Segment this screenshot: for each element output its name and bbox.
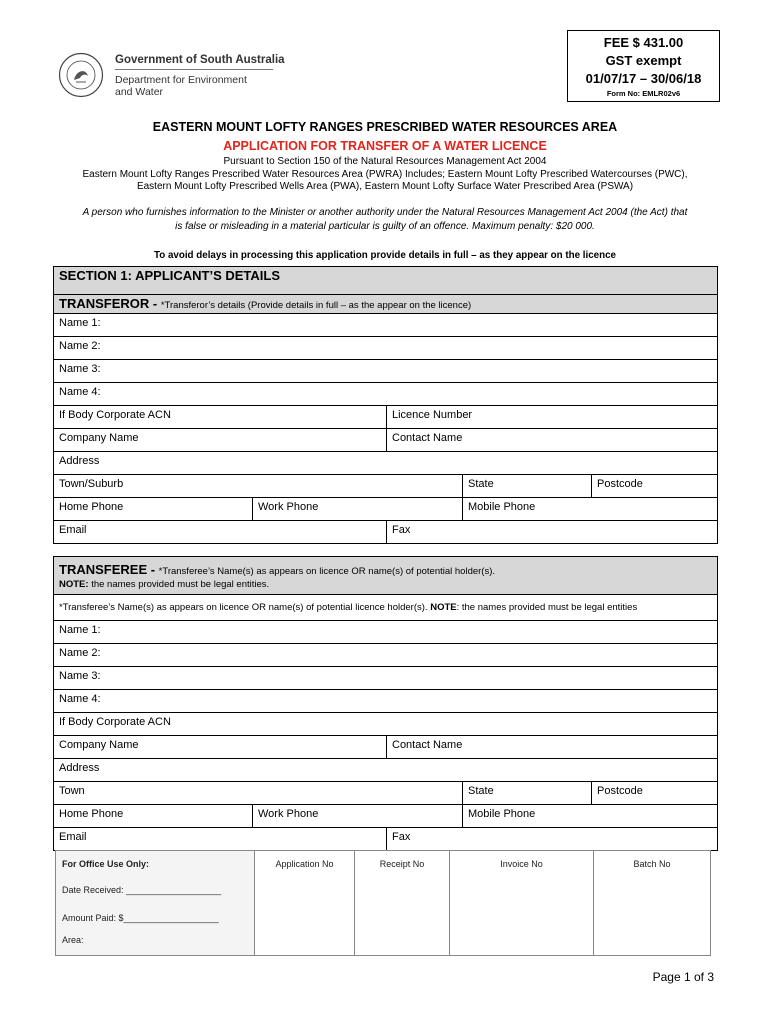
transferee-name-1-field[interactable]	[53, 620, 718, 644]
transferee-email-field[interactable]	[53, 827, 387, 851]
transferor-state-field[interactable]	[462, 474, 592, 498]
transferee-name-3-field[interactable]	[53, 666, 718, 690]
transferee-note-text: the names provided must be legal entities.	[88, 579, 270, 590]
form-number: Form No: EMLR02v6	[606, 89, 681, 98]
field-label: If Body Corporate ACN	[59, 409, 171, 421]
department-line-1: Department for Environment	[115, 74, 247, 86]
department-line-2: and Water	[115, 86, 164, 98]
amount-paid-field[interactable]: Amount Paid: $___________________	[62, 913, 219, 923]
transferee-note-label: NOTE:	[59, 579, 89, 590]
field-label: Name 3:	[59, 363, 101, 375]
state-seal-icon	[58, 52, 104, 98]
field-label: Address	[59, 762, 100, 774]
fee-period: 01/07/17 – 30/06/18	[585, 71, 702, 86]
transferor-company-field[interactable]	[53, 428, 387, 452]
invoice-no-field[interactable]	[449, 850, 594, 956]
transferor-header	[53, 294, 718, 314]
transferor-note: *Transferor’s details (Provide details in full – as the appear on the licence)	[160, 300, 472, 311]
transferee-name-4-field[interactable]	[53, 689, 718, 713]
transferor-name-1-field[interactable]	[53, 313, 718, 337]
gst-status: GST exempt	[605, 53, 682, 68]
field-label: Licence Number	[392, 409, 473, 421]
transferee-name-2-field[interactable]	[53, 643, 718, 667]
transferor-work-phone-field[interactable]	[252, 497, 463, 521]
delay-instruction: To avoid delays in processing this application provide details in full – as they appear on the licence	[153, 250, 617, 261]
field-label: Name 1:	[59, 624, 101, 636]
section-1-header: SECTION 1: APPLICANT’S DETAILS	[53, 266, 718, 295]
transferor-mobile-field[interactable]	[462, 497, 718, 521]
transferor-licence-number-field[interactable]	[386, 405, 718, 429]
page-number: Page 1 of 3	[652, 970, 714, 984]
transferor-town-field[interactable]	[53, 474, 463, 498]
transferor-name-3-field[interactable]	[53, 359, 718, 383]
field-label: Work Phone	[258, 808, 319, 820]
field-label: State	[468, 478, 494, 490]
pursuant-line-2: Eastern Mount Lofty Ranges Prescribed Water Resources Area (PWRA) Includes; Eastern Mount Lofty Prescribed Watercourses (PWC),	[82, 168, 688, 180]
field-label: Receipt No	[379, 859, 425, 869]
transferee-fax-field[interactable]	[386, 827, 718, 851]
field-label: Fax	[392, 524, 411, 536]
pursuant-line-1: Pursuant to Section 150 of the Natural Resources Management Act 2004	[223, 156, 547, 167]
field-label: Mobile Phone	[468, 501, 536, 513]
field-label: Name 3:	[59, 670, 101, 682]
field-label: Postcode	[597, 785, 643, 797]
field-label: Application No	[275, 859, 334, 869]
transferor-acn-field[interactable]	[53, 405, 387, 429]
field-label: State	[468, 785, 494, 797]
field-label: Mobile Phone	[468, 808, 536, 820]
receipt-no-field[interactable]	[354, 850, 450, 956]
field-label: Contact Name	[392, 432, 463, 444]
field-label: Name 1:	[59, 317, 101, 329]
field-label: Postcode	[597, 478, 643, 490]
transferee-home-phone-field[interactable]	[53, 804, 253, 828]
field-label: If Body Corporate ACN	[59, 716, 171, 728]
transferee-heading: TRANSFEREE -	[59, 562, 159, 577]
field-label: Town	[59, 785, 85, 797]
instruction-text: *Transferee’s Name(s) as appears on licence OR name(s) of potential licence holder(s).	[59, 602, 431, 613]
field-label: Company Name	[59, 739, 139, 751]
transferor-fax-field[interactable]	[386, 520, 718, 544]
transferee-company-field[interactable]	[53, 735, 387, 759]
logo-divider	[115, 69, 273, 70]
field-label: Home Phone	[59, 501, 124, 513]
transferee-note: *Transferee’s Name(s) as appears on licence OR name(s) of potential holder(s).	[158, 566, 496, 577]
field-label: Fax	[392, 831, 411, 843]
transferee-mobile-field[interactable]	[462, 804, 718, 828]
department-name	[115, 74, 247, 98]
field-label: Email	[59, 524, 87, 536]
field-label: Contact Name	[392, 739, 463, 751]
transferor-name-4-field[interactable]	[53, 382, 718, 406]
transferee-state-field[interactable]	[462, 781, 592, 805]
instruction-text-2: : the names provided must be legal entities	[456, 602, 638, 613]
transferee-work-phone-field[interactable]	[252, 804, 463, 828]
field-label: Address	[59, 455, 100, 467]
field-label: Name 4:	[59, 386, 101, 398]
department-logo	[58, 52, 298, 100]
pursuant-text	[0, 156, 770, 194]
transferee-town-field[interactable]	[53, 781, 463, 805]
office-use-title: For Office Use Only:	[62, 859, 150, 869]
warning-line-1: A person who furnishes information to the Minister or another authority under the Natural Resources Management Act 2004 (the Act) that	[82, 207, 688, 218]
transferee-postcode-field[interactable]	[591, 781, 718, 805]
area-field[interactable]: Area:	[62, 935, 84, 945]
document-title: EASTERN MOUNT LOFTY RANGES PRESCRIBED WATER RESOURCES AREA	[152, 120, 618, 134]
pursuant-line-3: Eastern Mount Lofty Prescribed Wells Area (PWA), Eastern Mount Lofty Surface Water Prescribed Area (PSWA)	[136, 181, 634, 192]
field-label: Email	[59, 831, 87, 843]
field-label: Name 2:	[59, 340, 101, 352]
transferor-postcode-field[interactable]	[591, 474, 718, 498]
transferor-address-field[interactable]	[53, 451, 718, 475]
field-label: Name 2:	[59, 647, 101, 659]
date-received-field[interactable]: Date Received: ___________________	[62, 885, 222, 895]
field-label: Batch No	[633, 859, 671, 869]
transferee-acn-field[interactable]	[53, 712, 718, 736]
transferee-instruction-row	[53, 594, 718, 621]
batch-no-field[interactable]	[593, 850, 711, 956]
field-label: Home Phone	[59, 808, 124, 820]
document-subtitle: APPLICATION FOR TRANSFER OF A WATER LICENCE	[223, 139, 547, 153]
transferor-email-field[interactable]	[53, 520, 387, 544]
transferor-home-phone-field[interactable]	[53, 497, 253, 521]
warning-line-2: is false or misleading in a material particular is guilty of an offence. Maximum penalty: $20 000.	[175, 221, 595, 232]
field-label: Name 4:	[59, 693, 101, 705]
transferee-header	[53, 556, 718, 595]
transferee-contact-field[interactable]	[386, 735, 718, 759]
field-label: Invoice No	[500, 859, 543, 869]
fee-box	[567, 30, 720, 102]
government-name: Government of South Australia	[115, 54, 285, 66]
transferee-address-field[interactable]	[53, 758, 718, 782]
application-no-field[interactable]	[254, 850, 355, 956]
penalty-warning	[0, 206, 770, 234]
transferor-contact-field[interactable]	[386, 428, 718, 452]
field-label: Work Phone	[258, 501, 319, 513]
instruction-note-label: NOTE	[430, 602, 457, 613]
transferor-heading: TRANSFEROR -	[59, 296, 161, 311]
transferor-name-2-field[interactable]	[53, 336, 718, 360]
fee-amount: FEE $ 431.00	[603, 35, 684, 50]
field-label: Company Name	[59, 432, 139, 444]
field-label: Town/Suburb	[59, 478, 124, 490]
